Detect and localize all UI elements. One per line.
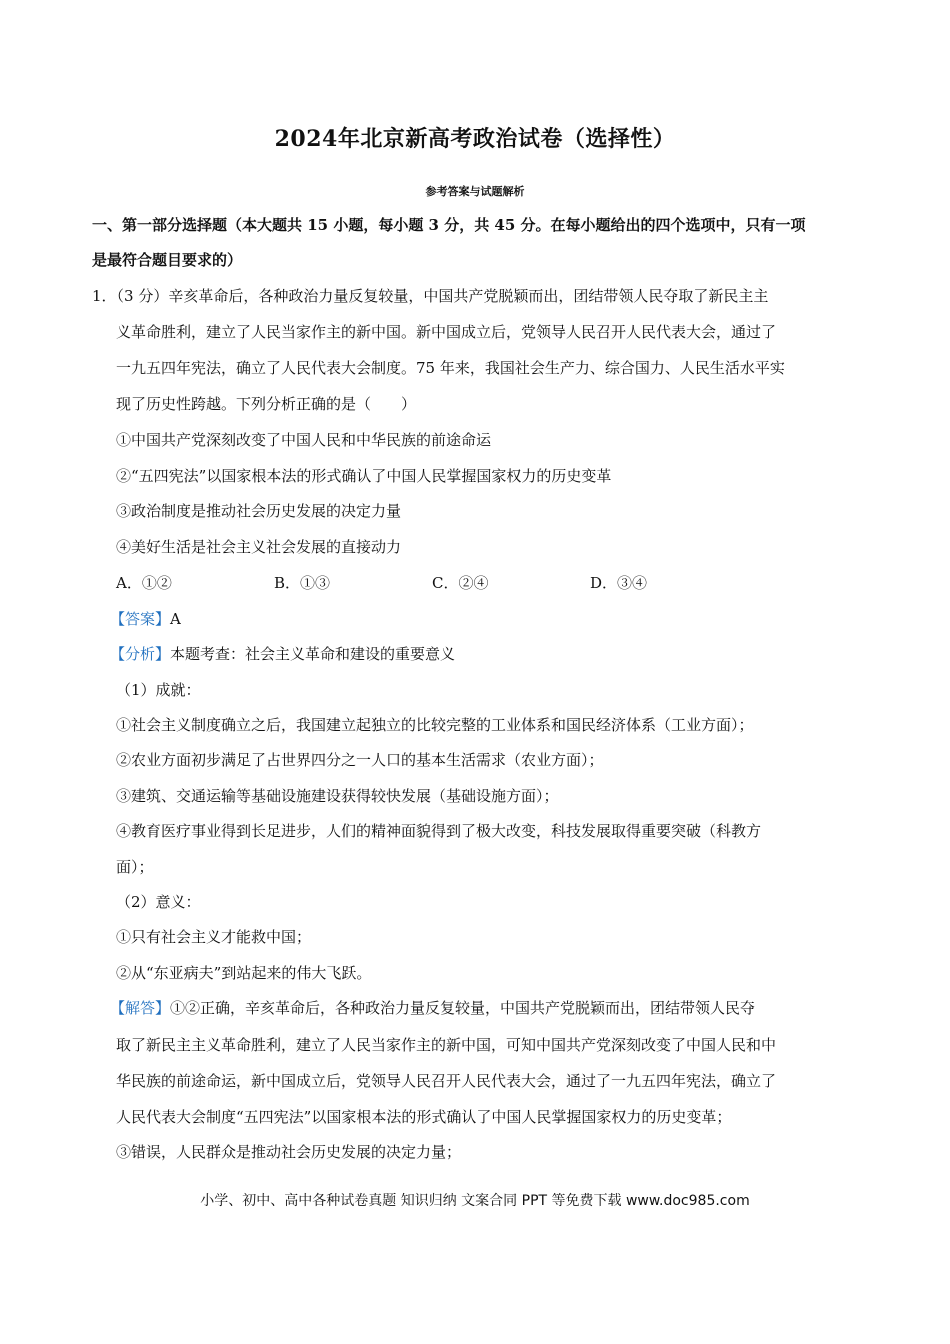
- statement-item: ①中国共产党深刻改变了中国人民和中华民族的前途命运: [116, 431, 492, 449]
- statement-item: ③政治制度是推动社会历史发展的决定力量: [116, 502, 402, 520]
- question-stem-line4: 现了历史性跨越。下列分析正确的是（ ）: [116, 395, 417, 413]
- option-d: D．③④: [590, 574, 648, 592]
- page-subtitle: 参考答案与试题解析: [425, 185, 525, 198]
- options-row: [116, 573, 748, 593]
- significance-item: ②从“东亚病夫”到站起来的伟大飞跃。: [116, 964, 372, 982]
- answer-line: [110, 609, 181, 629]
- question-stem-line3: 一九五四年宪法，确立了人民代表大会制度。75 年来，我国社会生产力、综合国力、人民生活水平实: [116, 359, 785, 377]
- solution-tag: 【解答】: [110, 999, 171, 1017]
- solution-line2: 取了新民主主义革命胜利，建立了人民当家作主的新中国，可知中国共产党深刻改变了中国人民和中: [116, 1036, 777, 1054]
- achievement-item: ④教育医疗事业得到长足进步，人们的精神面貌得到了极大改变，科技发展取得重要突破（科教方: [116, 822, 762, 840]
- solution-line1: [110, 998, 755, 1018]
- statement-item: ②“五四宪法”以国家根本法的形式确认了中国人民掌握国家权力的历史变革: [116, 467, 612, 485]
- significance-heading: （2）意义：: [116, 893, 201, 911]
- question-stem-line1: 1．（3 分）辛亥革命后，各种政治力量反复较量，中国共产党脱颖而出，团结带领人民夺取了新民主主: [92, 287, 769, 305]
- analysis-intro-line: [110, 644, 455, 664]
- achievement-item: ①社会主义制度确立之后，我国建立起独立的比较完整的工业体系和国民经济体系（工业方面）；: [116, 716, 754, 734]
- solution-line5: ③错误，人民群众是推动社会历史发展的决定力量；: [116, 1143, 462, 1161]
- solution-text: ①②正确，辛亥革命后，各种政治力量反复较量，中国共产党脱颖而出，团结带领人民夺: [170, 999, 756, 1017]
- answer-tag: 【答案】: [110, 610, 171, 628]
- option-a: A．①②: [116, 574, 172, 592]
- achievement-item: ②农业方面初步满足了占世界四分之一人口的基本生活需求（农业方面）；: [116, 751, 604, 769]
- achievement-item-continued: 面）；: [116, 858, 154, 876]
- solution-line4: 人民代表大会制度“五四宪法”以国家根本法的形式确认了中国人民掌握国家权力的历史变革；: [116, 1108, 732, 1126]
- question-stem-line2: 义革命胜利，建立了人民当家作主的新中国。新中国成立后，党领导人民召开人民代表大会，通过了: [116, 323, 777, 341]
- answer-value: A: [170, 610, 181, 628]
- significance-item: ①只有社会主义才能救中国；: [116, 928, 312, 946]
- page-title: 2024年北京新高考政治试卷（选择性）: [274, 126, 676, 152]
- achievements-heading: （1）成就：: [116, 681, 201, 699]
- achievement-item: ③建筑、交通运输等基础设施建设获得较快发展（基础设施方面）；: [116, 787, 559, 805]
- option-b: B．①③: [274, 574, 331, 592]
- option-c: C．②④: [432, 574, 489, 592]
- section-heading-line1: 一、第一部分选择题（本大题共 15 小题，每小题 3 分，共 45 分。在每小题给出的四个选项中，只有一项: [92, 216, 806, 234]
- section-heading-line2: 是最符合题目要求的）: [92, 251, 243, 269]
- analysis-tag: 【分析】: [110, 645, 171, 663]
- statement-item: ④美好生活是社会主义社会发展的直接动力: [116, 538, 402, 556]
- solution-line3: 华民族的前途命运，新中国成立后，党领导人民召开人民代表大会，通过了一九五四年宪法，确立了: [116, 1072, 777, 1090]
- analysis-intro: 本题考查：社会主义革命和建设的重要意义: [170, 645, 456, 663]
- footer-text: 小学、初中、高中各种试卷真题 知识归纳 文案合同 PPT 等免费下载 www.doc985.com: [200, 1193, 750, 1209]
